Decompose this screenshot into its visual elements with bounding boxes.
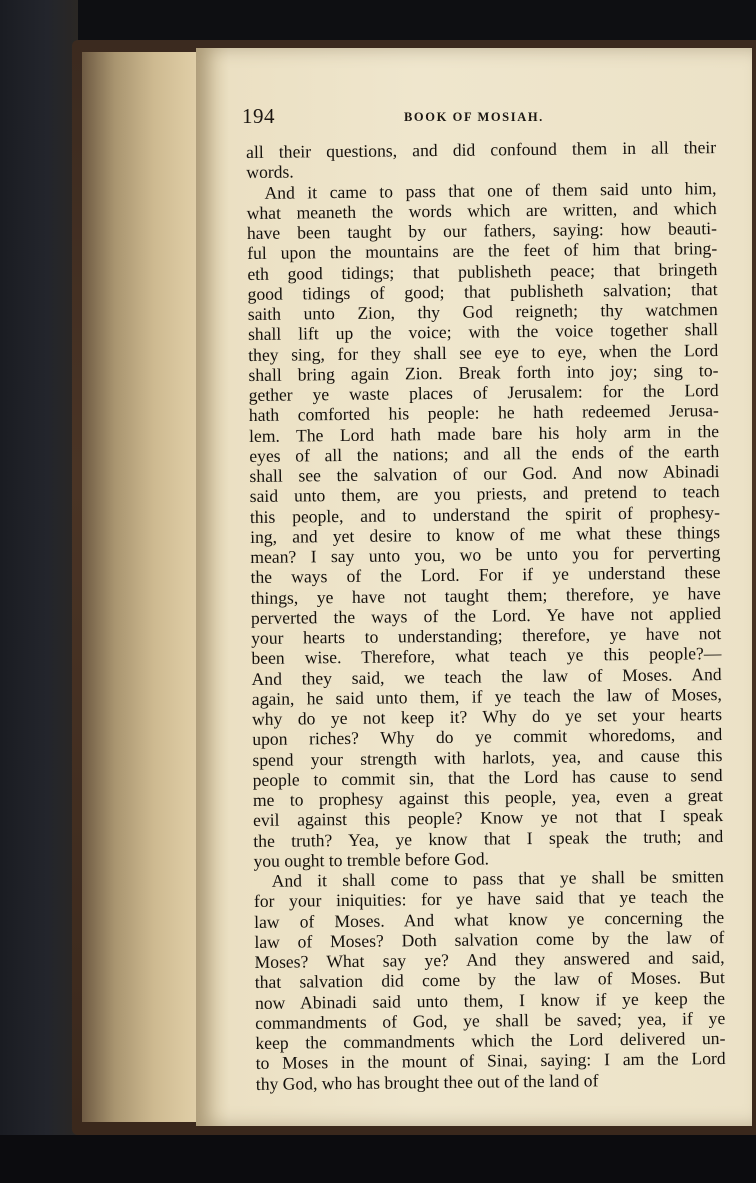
text-line: law of Moses. And what know ye concerning the: [254, 906, 725, 932]
text-line: ful upon the mountains are the feet of him that bring-: [247, 238, 718, 264]
text-line: they sing, for they shall see eye to eye, when the Lord: [248, 339, 719, 365]
text-line: And it came to pass that one of them said unto him,: [264, 177, 717, 203]
text-line: perverted the ways of the Lord. Ye have not applied: [250, 602, 722, 628]
text-line: have been taught by our fathers, saying: how beauti-: [246, 218, 718, 243]
text-line: words.: [246, 161, 294, 183]
text-line: thy God, who has brought thee out of the land of: [255, 1069, 599, 1094]
text-line: for your iniquities: for ye have said that ye teach the: [253, 886, 725, 912]
text-line: to Moses in the mount of Sinai, saying: I am the Lord: [255, 1048, 726, 1074]
text-line: commandments of God, ye shall be saved; yea, if ye: [255, 1007, 726, 1033]
text-line: shall bring again Zion. Break forth into joy; sing to-: [248, 359, 719, 385]
backdrop-bottom: [0, 1135, 756, 1183]
text-line: saith unto Zion, thy God reigneth; thy watchmen: [247, 299, 718, 324]
text-line: your hearts to understanding; therefore, ye have not: [251, 623, 722, 648]
text-line: the truth? Yea, ye know that I speak the truth; and: [253, 825, 724, 851]
text-line: evil against this people? Know ye not that I speak: [252, 805, 724, 831]
text-line: lem. The Lord hath made bare his holy arm in the: [248, 420, 720, 446]
text-line: eyes of all the nations; and all the ends of the earth: [249, 440, 720, 466]
text-line: been wise. Therefore, what teach ye this people?—: [251, 643, 722, 669]
backdrop: [0, 0, 78, 1183]
text-line: said unto them, are you priests, and pretend to teach: [249, 481, 720, 507]
text-line: Moses? What say ye? And they answered and said,: [254, 947, 725, 972]
text-line: ing, and yet desire to know of me what these things: [250, 521, 721, 547]
text-line: all their questions, and did confound them in all their: [246, 137, 717, 162]
text-line: eth good tidings; that publisheth peace; that bringeth: [247, 258, 718, 284]
body-text: [246, 137, 726, 1094]
text-line: the ways of the Lord. For if ye understand these: [250, 562, 721, 588]
text-line: again, he said unto them, if ye teach the law of Moses,: [251, 683, 722, 709]
text-line: And it shall come to pass that ye shall be smitten: [271, 866, 724, 891]
text-line: me to prophesy against this people, yea, even a great: [252, 785, 723, 810]
text-line: shall see the salvation of our God. And now Abinadi: [249, 461, 720, 486]
text-line: this people, and to understand the spirit of prophesy-: [249, 501, 721, 527]
text-line: shall lift up the voice; with the voice together shall: [247, 319, 719, 345]
text-line: gether ye waste places of Jerusalem: for the Lord: [248, 380, 719, 405]
running-head: [242, 104, 712, 132]
text-line: And they said, we teach the law of Moses. And: [251, 663, 722, 689]
text-line: law of Moses? Doth salvation come by the law of: [254, 926, 725, 952]
text-line: hath comforted his people: he hath redeemed Jerusa-: [248, 400, 719, 426]
text-line: things, ye have not taught them; therefore, ye have: [250, 582, 721, 608]
text-line: what meaneth the words which are written, and which: [246, 197, 717, 223]
text-line: good tidings of good; that publisheth salvation; that: [247, 278, 718, 304]
text-line: now Abinadi said unto them, I know if ye keep the: [254, 987, 726, 1013]
page-number: 194: [242, 104, 275, 128]
text-line: upon riches? Why do ye commit whoredoms, and: [252, 724, 723, 750]
running-title: BOOK OF MOSIAH.: [404, 110, 544, 124]
text-line: why do ye not keep it? Why do ye set your hearts: [251, 704, 723, 729]
text-line: people to commit sin, that the Lord has cause to send: [252, 764, 723, 790]
text-line: that salvation did come by the law of Moses. But: [254, 967, 725, 993]
text-line: keep the commandments which the Lord delivered un-: [255, 1028, 726, 1053]
text-line: spend your strength with harlots, yea, and cause this: [252, 744, 723, 770]
text-line: mean? I say unto you, wo be unto you for perverting: [250, 542, 721, 567]
text-line: you ought to tremble before God.: [253, 848, 490, 871]
page-edges: [82, 52, 212, 1122]
